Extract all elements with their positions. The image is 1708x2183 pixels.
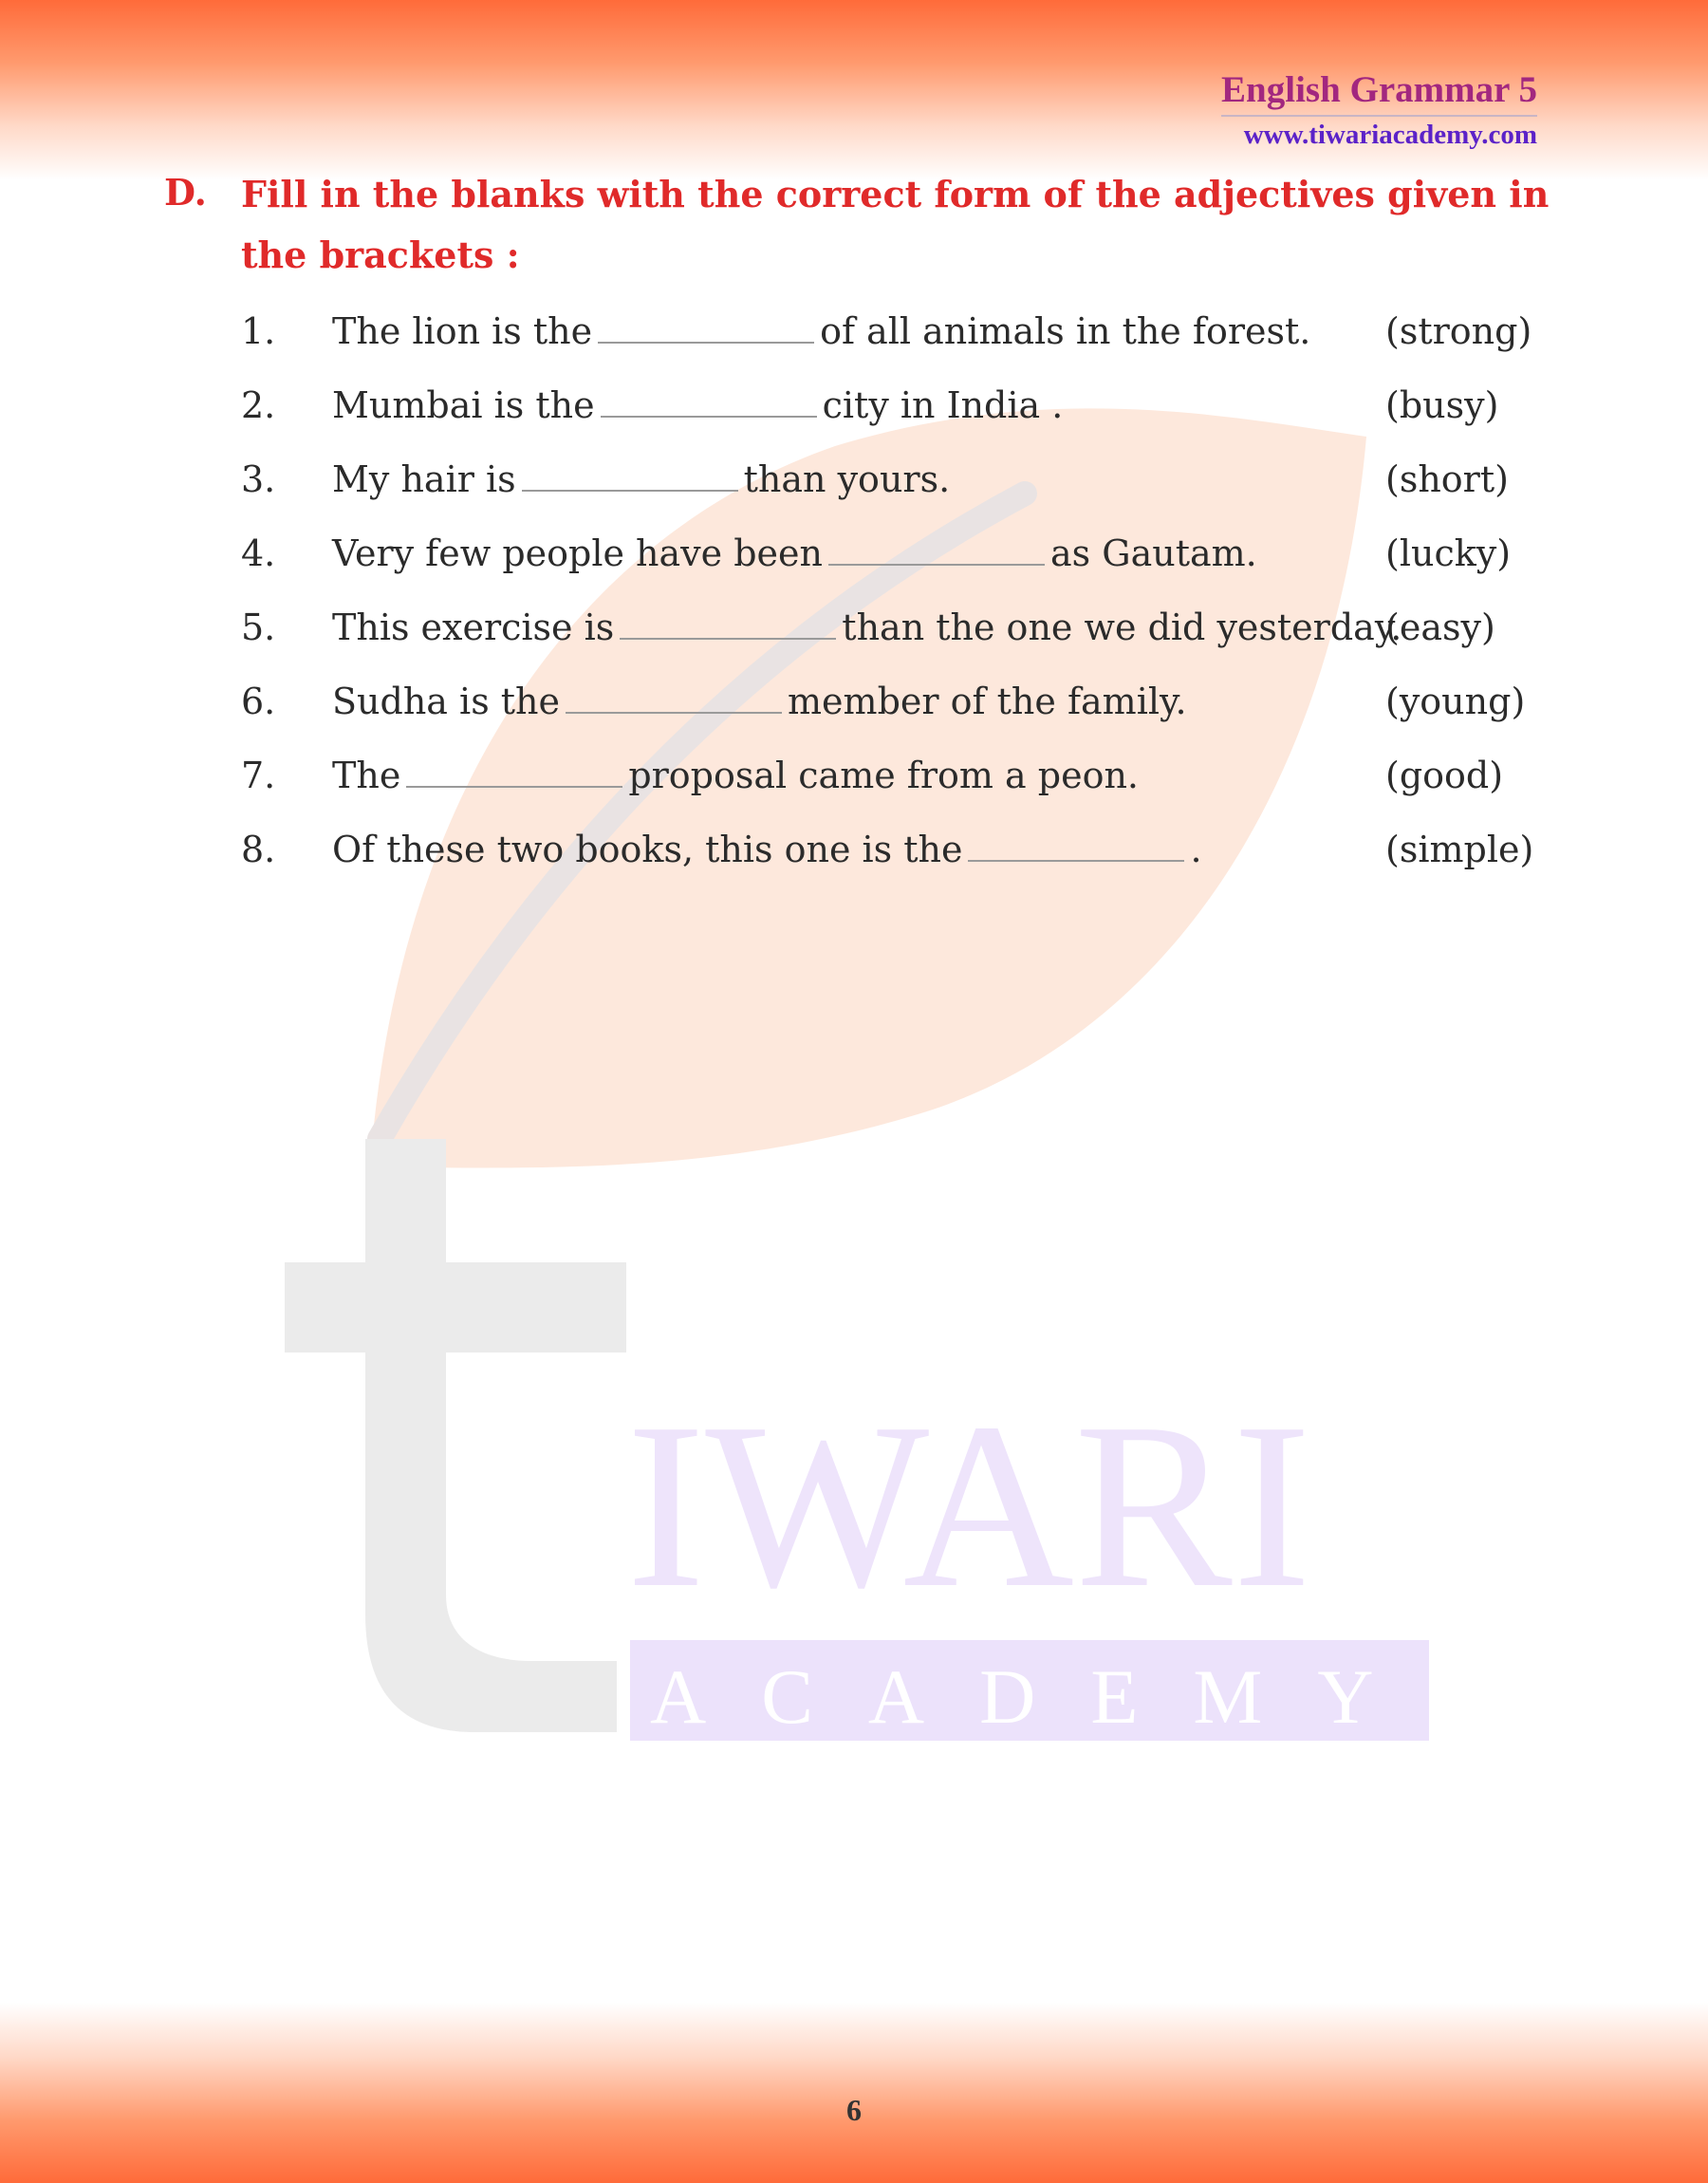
question-text-before: This exercise is (332, 606, 615, 648)
question-text (332, 755, 1139, 796)
question-text-before: My hair is (332, 458, 516, 500)
answer-blank[interactable] (620, 607, 836, 640)
question-text-before: Of these two books, this one is the (332, 829, 963, 870)
section-instruction: Fill in the blanks with the correct form of the adjectives given in the brackets : (241, 173, 1550, 276)
answer-blank[interactable] (522, 459, 738, 492)
question-5 (0, 606, 1708, 663)
website-url[interactable]: www.tiwariacademy.com (1243, 120, 1537, 150)
question-text-before: Sudha is the (332, 681, 561, 722)
question-number: 2. (241, 384, 276, 426)
question-text (332, 384, 1063, 426)
watermark-iwari-text: IWARI (626, 1374, 1312, 1637)
question-text-after: member of the family. (788, 681, 1187, 722)
question-text (332, 829, 1202, 870)
answer-blank[interactable] (566, 681, 782, 714)
question-number: 5. (241, 606, 276, 648)
question-text-after: proposal came from a peon. (628, 755, 1140, 796)
question-text (332, 606, 1402, 648)
question-number: 1. (241, 310, 276, 352)
question-text-after: than the one we did yesterday. (842, 606, 1402, 648)
adjective-hint: (easy) (1385, 606, 1495, 648)
question-text-after: of all animals in the forest. (820, 310, 1311, 352)
question-number: 3. (241, 458, 276, 500)
question-8 (0, 829, 1708, 886)
question-text-after: than yours. (743, 458, 951, 500)
question-text-before: Very few people have been (332, 532, 823, 574)
adjective-hint: (young) (1385, 681, 1526, 722)
question-text (332, 458, 950, 500)
question-text-after: . (1190, 829, 1202, 870)
answer-blank[interactable] (406, 756, 622, 788)
question-text-before: Mumbai is the (332, 384, 595, 426)
answer-blank[interactable] (598, 311, 814, 344)
adjective-hint: (simple) (1385, 829, 1534, 870)
question-1 (0, 310, 1708, 367)
question-text (332, 681, 1187, 722)
watermark-t-crossbar (285, 1262, 626, 1353)
question-text-after: city in India . (822, 384, 1064, 426)
watermark-academy-text: ACADEMY (650, 1653, 1429, 1740)
question-text-before: The (332, 755, 401, 796)
answer-blank[interactable] (828, 533, 1045, 566)
adjective-hint: (busy) (1385, 384, 1499, 426)
adjective-hint: (good) (1385, 755, 1504, 796)
watermark-t-stem (365, 1139, 617, 1732)
adjective-hint: (strong) (1385, 310, 1532, 352)
question-text-before: The lion is the (332, 310, 593, 352)
question-4 (0, 532, 1708, 589)
page-number: 6 (846, 2093, 862, 2127)
book-title: English Grammar 5 (1221, 68, 1537, 117)
question-number: 4. (241, 532, 276, 574)
question-number: 8. (241, 829, 276, 870)
answer-blank[interactable] (601, 385, 817, 418)
question-6 (0, 681, 1708, 737)
question-number: 6. (241, 681, 276, 722)
answer-blank[interactable] (968, 830, 1184, 862)
question-7 (0, 755, 1708, 812)
adjective-hint: (short) (1385, 458, 1509, 500)
question-text (332, 532, 1257, 574)
question-text (332, 310, 1310, 352)
question-text-after: as Gautam. (1050, 532, 1257, 574)
adjective-hint: (lucky) (1385, 532, 1512, 574)
question-number: 7. (241, 755, 276, 796)
section-letter: D. (164, 171, 207, 214)
question-2 (0, 384, 1708, 441)
question-3 (0, 458, 1708, 515)
